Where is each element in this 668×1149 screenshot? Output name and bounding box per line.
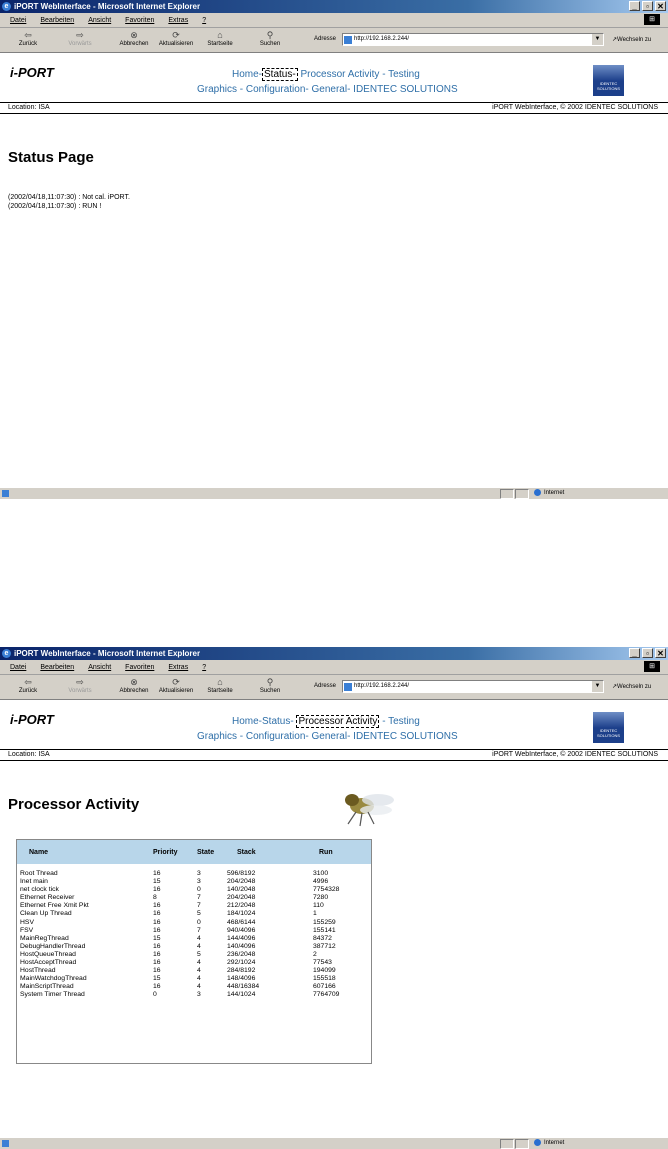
browser-window-status bbox=[0, 0, 668, 499]
table-row bbox=[17, 870, 371, 878]
fly-animation-icon bbox=[338, 786, 408, 828]
iport-logo: i-PORT bbox=[10, 65, 54, 80]
menu-ansicht[interactable]: Ansicht bbox=[88, 664, 112, 671]
cell-state: 4 bbox=[197, 959, 201, 967]
stop-icon: ⊗ bbox=[130, 30, 138, 40]
table-row bbox=[17, 967, 371, 975]
location-text: Location: ISA bbox=[8, 104, 50, 111]
log-line: (2002/04/18,11:07:30) : RUN ! bbox=[8, 203, 102, 210]
nav-home[interactable]: Home- bbox=[232, 716, 263, 727]
page-content bbox=[0, 700, 668, 1138]
maximize-button[interactable]: ▫ bbox=[642, 648, 653, 658]
cell-name: Ethernet Receiver bbox=[20, 894, 75, 902]
cell-priority: 16 bbox=[153, 910, 161, 918]
table-row bbox=[17, 919, 371, 927]
close-button[interactable]: ✕ bbox=[655, 1, 666, 11]
table-row bbox=[17, 894, 371, 902]
nav-testing[interactable]: - Testing bbox=[382, 69, 420, 80]
log-line: (2002/04/18,11:07:30) : Not cal. iPORT. bbox=[8, 194, 130, 201]
page-icon bbox=[344, 683, 352, 691]
ie-icon: e bbox=[2, 649, 11, 658]
page-title: Status Page bbox=[8, 149, 94, 166]
menu-bar bbox=[0, 660, 668, 675]
forward-button[interactable]: ⇨ Vorwärts bbox=[60, 30, 100, 47]
menu-favoriten[interactable]: Favoriten bbox=[125, 664, 155, 671]
table-row bbox=[17, 878, 371, 886]
cell-run: 194099 bbox=[313, 967, 336, 975]
cell-name: Root Thread bbox=[20, 870, 58, 877]
security-zone: Internet bbox=[534, 1139, 564, 1148]
cell-name: HSV bbox=[20, 918, 34, 926]
cell-stack: 468/6144 bbox=[227, 918, 256, 926]
nav-status[interactable]: Status- bbox=[262, 716, 294, 727]
cell-state: 4 bbox=[197, 942, 201, 950]
cell-run: 7280 bbox=[313, 894, 329, 902]
security-zone: Internet bbox=[534, 489, 564, 498]
cell-run: 387712 bbox=[313, 942, 336, 950]
cell-state: 7 bbox=[197, 894, 201, 902]
cell-stack: 204/2048 bbox=[227, 894, 256, 902]
location-text: Location: ISA bbox=[8, 751, 50, 758]
cell-priority: 16 bbox=[153, 918, 161, 926]
cell-state: 4 bbox=[197, 983, 201, 991]
table-row bbox=[17, 991, 371, 999]
menu-help[interactable]: ? bbox=[202, 17, 207, 24]
internet-globe-icon bbox=[534, 489, 541, 496]
window-title: iPORT WebInterface - Microsoft Internet Explorer bbox=[14, 2, 201, 11]
cell-priority: 8 bbox=[153, 894, 157, 902]
stop-button[interactable]: ⊗ Abbrechen bbox=[114, 677, 154, 694]
home-icon: ⌂ bbox=[217, 30, 223, 40]
identec-logo: IDENTEC SOLUTIONS bbox=[593, 712, 624, 743]
cell-priority: 16 bbox=[153, 959, 161, 967]
processor-table bbox=[16, 839, 372, 1064]
forward-button[interactable]: ⇨ Vorwärts bbox=[60, 677, 100, 694]
cell-stack: 596/8192 bbox=[227, 870, 256, 877]
menu-extras[interactable]: Extras bbox=[168, 664, 189, 671]
menu-bar bbox=[0, 13, 668, 28]
cell-run: 77543 bbox=[313, 959, 332, 967]
cell-state: 5 bbox=[197, 950, 201, 958]
cell-stack: 144/4096 bbox=[227, 934, 256, 942]
address-label: Adresse bbox=[314, 36, 337, 42]
cell-state: 4 bbox=[197, 967, 201, 975]
cell-state: 0 bbox=[197, 886, 201, 894]
menu-help[interactable]: ? bbox=[202, 664, 207, 671]
table-row bbox=[17, 959, 371, 967]
identec-logo: IDENTEC SOLUTIONS bbox=[593, 65, 624, 96]
table-row bbox=[17, 983, 371, 991]
cell-name: FSV bbox=[20, 926, 34, 934]
cell-name: DebugHandlerThread bbox=[20, 942, 86, 950]
cell-run: 607166 bbox=[313, 983, 336, 991]
cell-run: 7764709 bbox=[313, 991, 340, 999]
cell-stack: 212/2048 bbox=[227, 902, 256, 910]
cell-priority: 15 bbox=[153, 934, 161, 942]
cell-name: Clean Up Thread bbox=[20, 910, 72, 918]
cell-stack: 204/2048 bbox=[227, 878, 256, 886]
title-bar bbox=[0, 647, 668, 660]
cell-run: 2 bbox=[313, 950, 317, 958]
refresh-icon: ⟳ bbox=[172, 30, 180, 40]
page-icon bbox=[2, 1140, 9, 1147]
menu-bearbeiten[interactable]: Bearbeiten bbox=[40, 17, 75, 24]
refresh-button[interactable]: ⟳ Aktualisieren bbox=[156, 677, 196, 694]
search-icon: ⚲ bbox=[266, 677, 274, 687]
status-log bbox=[8, 193, 130, 211]
toolbar bbox=[0, 28, 668, 53]
nav-row2[interactable]: Graphics - Configuration- General- IDENTEC SOLUTIONS bbox=[197, 731, 458, 742]
cell-name: MainRegThread bbox=[20, 934, 69, 942]
table-row bbox=[17, 943, 371, 951]
cell-name: HostAcceptThread bbox=[20, 959, 77, 967]
copyright-text: iPORT WebInterface, © 2002 IDENTEC SOLUTIONS bbox=[492, 751, 658, 758]
col-name: Name bbox=[29, 849, 49, 856]
home-button[interactable]: ⌂ Startseite bbox=[200, 677, 240, 694]
search-button[interactable]: ⚲ Suchen bbox=[250, 30, 290, 47]
menu-extras[interactable]: Extras bbox=[168, 17, 189, 24]
address-label: Adresse bbox=[314, 683, 337, 689]
home-icon: ⌂ bbox=[217, 677, 223, 687]
address-dropdown-icon[interactable]: ▼ bbox=[592, 681, 603, 692]
cell-stack: 448/16384 bbox=[227, 983, 260, 991]
cell-name: MainWatchdogThread bbox=[20, 975, 87, 983]
cell-stack: 292/1024 bbox=[227, 959, 256, 967]
cell-state: 7 bbox=[197, 926, 201, 934]
nav-status[interactable]: Status- bbox=[264, 69, 296, 80]
cell-stack: 140/2048 bbox=[227, 886, 256, 894]
back-button[interactable]: ⇦ Zurück bbox=[8, 677, 48, 694]
cell-stack: 148/4096 bbox=[227, 975, 256, 983]
menu-favoriten[interactable]: Favoriten bbox=[125, 17, 155, 24]
nav-processor-activity[interactable]: Processor Activity bbox=[300, 69, 380, 80]
cell-priority: 16 bbox=[153, 942, 161, 950]
address-input[interactable]: http://192.168.2.244/ ▼ bbox=[342, 33, 604, 46]
title-bar bbox=[0, 0, 668, 13]
col-priority: Priority bbox=[153, 849, 178, 856]
copyright-text: iPORT WebInterface, © 2002 IDENTEC SOLUTIONS bbox=[492, 104, 658, 111]
cell-state: 3 bbox=[197, 991, 201, 999]
table-body bbox=[17, 870, 371, 1000]
cell-run: 3100 bbox=[313, 870, 329, 877]
cell-run: 1 bbox=[313, 910, 317, 918]
nav-testing[interactable]: - Testing bbox=[382, 716, 420, 727]
cell-priority: 16 bbox=[153, 967, 161, 975]
cell-name: HostThread bbox=[20, 967, 56, 975]
cell-state: 0 bbox=[197, 918, 201, 926]
stop-icon: ⊗ bbox=[130, 677, 138, 687]
menu-datei[interactable]: Datei bbox=[10, 17, 27, 24]
col-stack: Stack bbox=[237, 849, 256, 856]
back-button[interactable]: ⇦ Zurück bbox=[8, 30, 48, 47]
cell-run: 4996 bbox=[313, 878, 329, 886]
back-arrow-icon: ⇦ bbox=[24, 30, 32, 40]
table-row bbox=[17, 902, 371, 910]
page-content bbox=[0, 53, 668, 488]
refresh-icon: ⟳ bbox=[172, 677, 180, 687]
cell-priority: 16 bbox=[153, 902, 161, 910]
go-button[interactable]: ↗Wechseln zu bbox=[612, 37, 652, 43]
cell-name: net clock tick bbox=[20, 886, 59, 894]
nav-processor-activity[interactable]: Processor Activity bbox=[298, 716, 378, 727]
table-row bbox=[17, 910, 371, 918]
col-state: State bbox=[197, 849, 215, 856]
cell-state: 3 bbox=[197, 878, 201, 886]
cell-name: Ethernet Free Xmit Pkt bbox=[20, 902, 89, 910]
cell-name: MainScriptThread bbox=[20, 983, 74, 991]
cell-stack: 144/1024 bbox=[227, 991, 256, 999]
cell-priority: 16 bbox=[153, 983, 161, 991]
cell-name: System Timer Thread bbox=[20, 991, 85, 999]
cell-run: 110 bbox=[313, 902, 324, 910]
table-row bbox=[17, 951, 371, 959]
col-run: Run bbox=[319, 849, 333, 856]
cell-stack: 184/1024 bbox=[227, 910, 256, 918]
status-bar bbox=[0, 487, 668, 499]
nav-row2[interactable]: Graphics - Configuration- General- IDENTEC SOLUTIONS bbox=[197, 84, 458, 95]
page-icon bbox=[2, 490, 9, 497]
page-icon bbox=[344, 36, 352, 44]
stop-button[interactable]: ⊗ Abbrechen bbox=[114, 30, 154, 47]
menu-ansicht[interactable]: Ansicht bbox=[88, 17, 112, 24]
go-button[interactable]: ↗Wechseln zu bbox=[612, 684, 652, 690]
cell-stack: 140/4096 bbox=[227, 942, 256, 950]
minimize-button[interactable]: _ bbox=[629, 1, 640, 11]
table-header bbox=[17, 840, 371, 864]
address-input[interactable]: http://192.168.2.244/ ▼ bbox=[342, 680, 604, 693]
search-button[interactable]: ⚲ Suchen bbox=[250, 677, 290, 694]
address-dropdown-icon[interactable]: ▼ bbox=[592, 34, 603, 45]
location-bar bbox=[0, 749, 668, 761]
forward-arrow-icon: ⇨ bbox=[76, 30, 84, 40]
windows-logo-icon: ⊞ bbox=[644, 661, 660, 672]
ie-icon: e bbox=[2, 2, 11, 11]
cell-state: 4 bbox=[197, 934, 201, 942]
minimize-button[interactable]: _ bbox=[629, 648, 640, 658]
cell-name: Inet main bbox=[20, 878, 48, 886]
cell-run: 155518 bbox=[313, 975, 336, 983]
menu-datei[interactable]: Datei bbox=[10, 664, 27, 671]
cell-stack: 284/8192 bbox=[227, 967, 256, 975]
cell-priority: 15 bbox=[153, 975, 161, 983]
table-row bbox=[17, 886, 371, 894]
toolbar bbox=[0, 675, 668, 700]
table-row bbox=[17, 975, 371, 983]
browser-window-processor bbox=[0, 647, 668, 1149]
cell-stack: 236/2048 bbox=[227, 950, 256, 958]
refresh-button[interactable]: ⟳ Aktualisieren bbox=[156, 30, 196, 47]
cell-priority: 16 bbox=[153, 926, 161, 934]
maximize-button[interactable]: ▫ bbox=[642, 1, 653, 11]
cell-name: HostQueueThread bbox=[20, 950, 76, 958]
cell-run: 84372 bbox=[313, 934, 332, 942]
close-button[interactable]: ✕ bbox=[655, 648, 666, 658]
window-title: iPORT WebInterface - Microsoft Internet Explorer bbox=[14, 649, 201, 658]
cell-priority: 0 bbox=[153, 991, 157, 999]
cell-state: 4 bbox=[197, 975, 201, 983]
cell-run: 7754328 bbox=[313, 886, 340, 894]
cell-priority: 16 bbox=[153, 886, 161, 894]
search-icon: ⚲ bbox=[266, 30, 274, 40]
table-row bbox=[17, 935, 371, 943]
windows-logo-icon: ⊞ bbox=[644, 14, 660, 25]
nav-home[interactable]: Home- bbox=[232, 69, 263, 80]
table-row bbox=[17, 927, 371, 935]
internet-globe-icon bbox=[534, 1139, 541, 1146]
cell-run: 155141 bbox=[313, 926, 336, 934]
cell-state: 7 bbox=[197, 902, 201, 910]
cell-priority: 15 bbox=[153, 878, 161, 886]
cell-state: 5 bbox=[197, 910, 201, 918]
page-title: Processor Activity bbox=[8, 796, 140, 813]
cell-stack: 940/4096 bbox=[227, 926, 256, 934]
cell-run: 155259 bbox=[313, 918, 336, 926]
cell-priority: 16 bbox=[153, 950, 161, 958]
iport-logo: i-PORT bbox=[10, 712, 54, 727]
status-bar bbox=[0, 1137, 668, 1149]
cell-state: 3 bbox=[197, 870, 201, 877]
forward-arrow-icon: ⇨ bbox=[76, 677, 84, 687]
back-arrow-icon: ⇦ bbox=[24, 677, 32, 687]
cell-priority: 16 bbox=[153, 870, 161, 877]
home-button[interactable]: ⌂ Startseite bbox=[200, 30, 240, 47]
location-bar bbox=[0, 102, 668, 114]
menu-bearbeiten[interactable]: Bearbeiten bbox=[40, 664, 75, 671]
